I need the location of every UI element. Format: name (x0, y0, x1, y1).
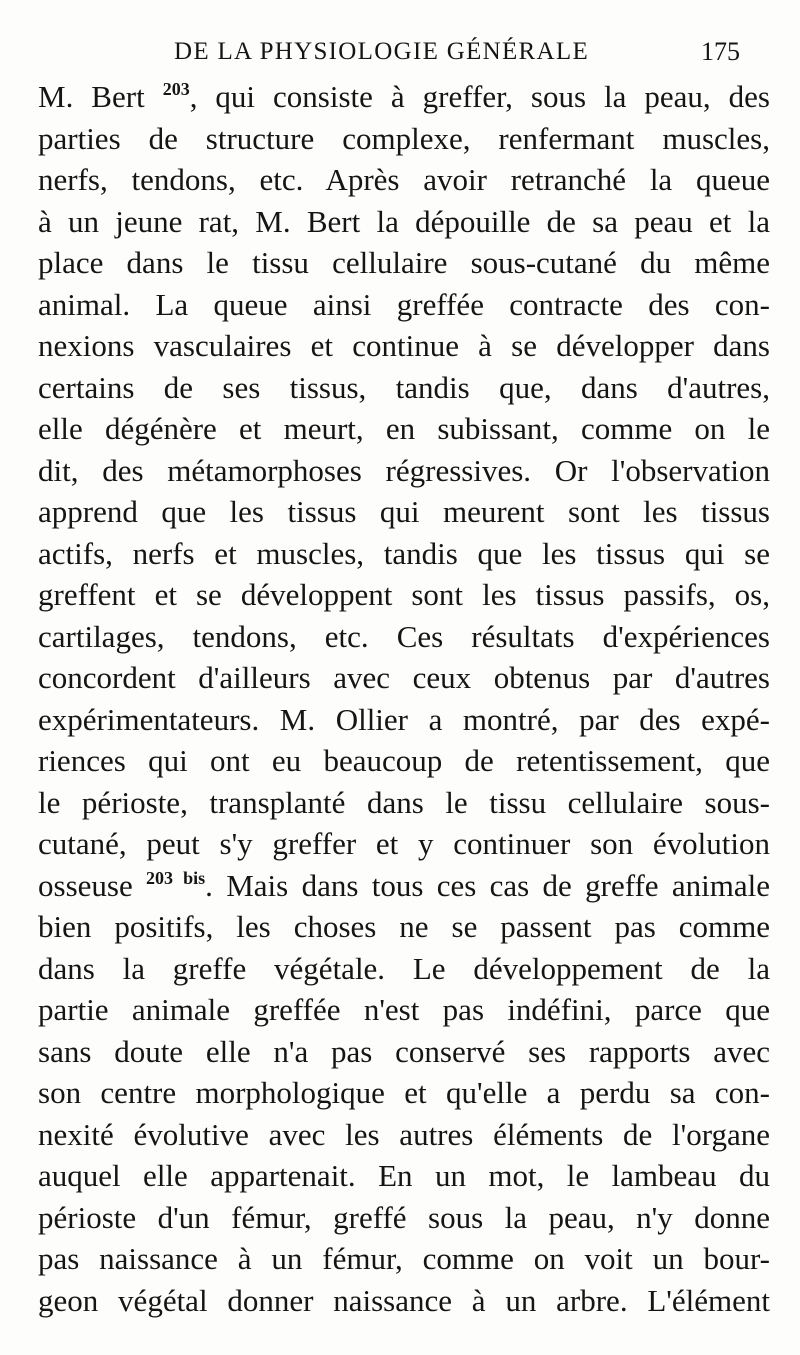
text-line: apprend que les tissus qui meurent sont les tissus (38, 494, 770, 529)
footnote-reference: 203 bis (146, 867, 206, 888)
text-line: place dans le tissu cellulaire sous-cutané du même (38, 245, 770, 280)
text-line: à un jeune rat, M. Bert la dépouille de sa peau et la (38, 203, 770, 239)
text-line: certains de ses tissus, tandis que, dans d'autres, (38, 369, 770, 405)
text-line: nerfs, tendons, etc. Après avoir retranché la queue (38, 162, 770, 197)
text-line-start: M. Bert (38, 79, 163, 114)
text-line: expérimentateurs. M. Ollier a montré, par des expé- (38, 701, 770, 737)
text-line: riences qui ont eu beaucoup de retentissement, que (38, 743, 770, 778)
text-line: parties de structure complexe, renfermant muscles, (38, 120, 770, 156)
text-line: actifs, nerfs et muscles, tandis que les tissus qui se (38, 535, 770, 571)
running-head-title: DE LA PHYSIOLOGIE GÉNÉRALE (174, 38, 590, 65)
text-line: auquel elle appartenait. En un mot, le lambeau du (38, 1158, 770, 1193)
text-line: le périoste, transplanté dans le tissu cellulaire sous- (38, 784, 770, 820)
text-line: cartilages, tendons, etc. Ces résultats d'expériences (38, 618, 770, 654)
text-line-end: , qui consiste à greffer, sous la peau, des (189, 79, 770, 114)
text-line (38, 865, 770, 907)
text-line: dit, des métamorphoses régressives. Or l'observation (38, 452, 770, 488)
text-line: cutané, peut s'y greffer et y continuer son évolution (38, 826, 770, 861)
running-head (0, 36, 800, 68)
text-line: elle dégénère et meurt, en subissant, comme on le (38, 411, 770, 446)
text-line: dans la greffe végétale. Le développement de la (38, 950, 770, 986)
text-line: nexions vasculaires et continue à se développer dans (38, 328, 770, 363)
text-line: sans doute elle n'a pas conservé ses rapports avec (38, 1033, 770, 1069)
text-line: bien positifs, les choses ne se passent pas comme (38, 909, 770, 944)
text-line-start: osseuse (38, 867, 147, 903)
text-line: animal. La queue ainsi greffée contracte des con- (38, 286, 770, 322)
text-line: périoste d'un fémur, greffé sous la peau, n'y donne (38, 1199, 770, 1235)
text-line: son centre morphologique et qu'elle a perdu sa con- (38, 1075, 770, 1110)
text-line: greffent et se développent sont les tissus passifs, os, (38, 577, 770, 612)
text-line-end: . Mais dans tous ces cas de greffe animale (205, 867, 770, 903)
page-number: 175 (701, 37, 740, 66)
text-line (38, 76, 770, 118)
body-paragraph (38, 76, 770, 1321)
text-line: concordent d'ailleurs avec ceux obtenus par d'autres (38, 660, 770, 695)
text-line: partie animale greffée n'est pas indéfini, parce que (38, 992, 770, 1027)
text-line: pas naissance à un fémur, comme on voit un bour- (38, 1241, 770, 1276)
footnote-reference: 203 (162, 79, 190, 99)
text-line: nexité évolutive avec les autres éléments de l'organe (38, 1116, 770, 1152)
text-line: geon végétal donner naissance à un arbre. L'élément (38, 1282, 770, 1318)
